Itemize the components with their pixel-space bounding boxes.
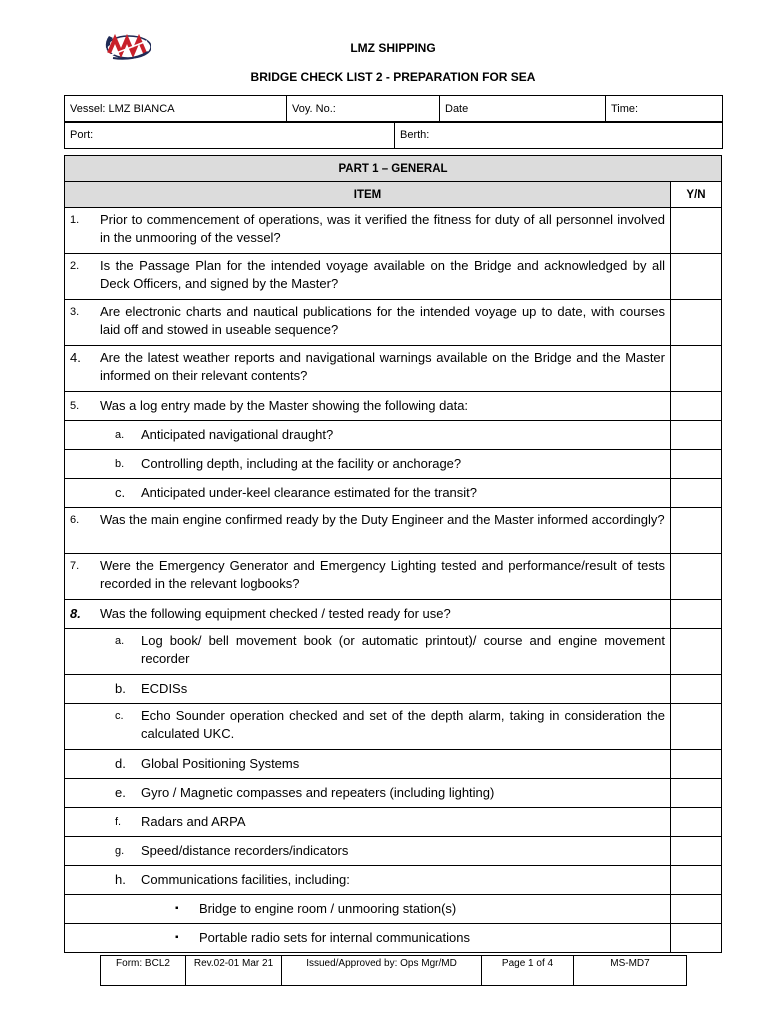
yn-answer-cell[interactable] — [671, 675, 722, 704]
item-text: Communications facilities, including: — [141, 872, 350, 887]
form-footer — [100, 955, 687, 986]
bullet-marker: ▪ — [175, 903, 179, 914]
item-number: 2. — [70, 260, 80, 272]
checklist-row — [65, 779, 722, 808]
yn-answer-cell[interactable] — [671, 779, 722, 808]
yn-answer-cell[interactable] — [671, 508, 722, 554]
checklist-row — [65, 508, 722, 554]
time-field[interactable]: Time: — [606, 96, 723, 123]
item-text: Are electronic charts and nautical publications for the intended voyage up to date, with courses laid off and stowed in useable sequence? — [100, 304, 665, 337]
checklist-question — [65, 629, 671, 675]
yn-answer-cell[interactable] — [671, 808, 722, 837]
item-number: a. — [115, 429, 125, 441]
item-number: e. — [115, 785, 126, 800]
checklist-question — [65, 254, 671, 300]
voyage-info-table — [64, 95, 723, 123]
item-column-header: ITEM — [65, 182, 671, 208]
yn-answer-cell[interactable] — [671, 554, 722, 600]
checklist-row — [65, 600, 722, 629]
item-number: 5. — [70, 400, 80, 412]
item-text: Was the main engine confirmed ready by the Duty Engineer and the Master informed accordingly? — [100, 512, 665, 527]
checklist-row — [65, 479, 722, 508]
checklist-question — [65, 600, 671, 629]
yn-answer-cell[interactable] — [671, 629, 722, 675]
item-text: Portable radio sets for internal communications — [199, 930, 470, 945]
company-name: LMZ SHIPPING — [350, 41, 436, 55]
checklist-row — [65, 554, 722, 600]
yn-answer-cell[interactable] — [671, 600, 722, 629]
footer-form: Form: BCL2 — [101, 956, 186, 986]
checklist-question — [65, 208, 671, 254]
item-number: a. — [115, 635, 125, 647]
checklist-question — [65, 837, 671, 866]
item-text: Anticipated navigational draught? — [141, 427, 334, 442]
footer-issued: Issued/Approved by: Ops Mgr/MD — [282, 956, 482, 986]
item-number: 6. — [70, 514, 80, 526]
checklist-row — [65, 254, 722, 300]
checklist-row — [65, 450, 722, 479]
item-text: Is the Passage Plan for the intended voyage available on the Bridge and acknowledged by all Deck Officers, and signed by the Master? — [100, 258, 665, 291]
yn-answer-cell[interactable] — [671, 254, 722, 300]
checklist-question — [65, 421, 671, 450]
item-text: ECDISs — [141, 681, 188, 696]
item-text: Speed/distance recorders/indicators — [141, 843, 349, 858]
checklist-row — [65, 300, 722, 346]
yn-answer-cell[interactable] — [671, 866, 722, 895]
checklist-row — [65, 837, 722, 866]
checklist-question — [65, 450, 671, 479]
checklist-question — [65, 895, 671, 924]
checklist-question — [65, 392, 671, 421]
vessel-field[interactable]: Vessel: LMZ BIANCA — [65, 96, 287, 123]
yn-answer-cell[interactable] — [671, 750, 722, 779]
footer-revision: Rev.02-01 Mar 21 — [186, 956, 282, 986]
checklist-row — [65, 895, 722, 924]
checklist-question — [65, 750, 671, 779]
item-number: b. — [115, 681, 126, 696]
checklist-question — [65, 675, 671, 704]
checklist-question — [65, 866, 671, 895]
item-number: c. — [115, 485, 126, 500]
item-text: Gyro / Magnetic compasses and repeaters (including lighting) — [141, 785, 495, 800]
yn-answer-cell[interactable] — [671, 300, 722, 346]
item-text: Global Positioning Systems — [141, 756, 300, 771]
item-number: 1. — [70, 214, 80, 226]
yn-answer-cell[interactable] — [671, 392, 722, 421]
item-text: Were the Emergency Generator and Emergency Lighting tested and performance/result of tests recorded in the relevant logbooks? — [100, 558, 665, 591]
item-number: f. — [115, 816, 122, 828]
yn-answer-cell[interactable] — [671, 704, 722, 750]
item-text: Log book/ bell movement book (or automatic printout)/ course and engine movement recorder — [141, 633, 665, 666]
yn-answer-cell[interactable] — [671, 346, 722, 392]
checklist-row — [65, 675, 722, 704]
item-number: 4. — [70, 350, 81, 365]
yn-column-header: Y/N — [671, 182, 722, 208]
item-text: Was a log entry made by the Master showing the following data: — [100, 398, 469, 413]
checklist-row — [65, 346, 722, 392]
yn-answer-cell[interactable] — [671, 208, 722, 254]
port-field[interactable]: Port: — [65, 122, 395, 149]
item-text: Controlling depth, including at the facility or anchorage? — [141, 456, 462, 471]
item-number: b. — [115, 458, 125, 470]
item-text: Bridge to engine room / unmooring station(s) — [199, 901, 457, 916]
checklist-question — [65, 779, 671, 808]
footer-page: Page 1 of 4 — [482, 956, 574, 986]
checklist-question — [65, 924, 671, 953]
checklist-row — [65, 421, 722, 450]
item-text: Radars and ARPA — [141, 814, 246, 829]
checklist-table — [64, 155, 722, 953]
yn-answer-cell[interactable] — [671, 837, 722, 866]
port-info-table — [64, 121, 723, 149]
checklist-row — [65, 924, 722, 953]
checklist-question — [65, 554, 671, 600]
yn-answer-cell[interactable] — [671, 421, 722, 450]
part-title: PART 1 – GENERAL — [65, 156, 722, 182]
yn-answer-cell[interactable] — [671, 924, 722, 953]
checklist-row — [65, 208, 722, 254]
item-number: g. — [115, 845, 125, 857]
checklist-row — [65, 704, 722, 750]
yn-answer-cell[interactable] — [671, 479, 722, 508]
document-title: BRIDGE CHECK LIST 2 - PREPARATION FOR SEA — [250, 70, 536, 84]
item-number: h. — [115, 872, 126, 887]
item-number: 7. — [70, 560, 80, 572]
voyage-number-field[interactable]: Voy. No.: — [287, 96, 440, 123]
checklist-row — [65, 629, 722, 675]
checklist-question — [65, 346, 671, 392]
footer-code: MS-MD7 — [574, 956, 687, 986]
item-number: c. — [115, 710, 124, 722]
checklist-row — [65, 750, 722, 779]
item-number: 8. — [70, 606, 81, 621]
item-text: Are the latest weather reports and navigational warnings available on the Bridge and the Master informed on their relevant contents? — [100, 350, 665, 383]
item-number: 3. — [70, 306, 80, 318]
item-text: Prior to commencement of operations, was it verified the fitness for duty of all personnel involved in the unmooring of the vessel? — [100, 212, 665, 245]
item-number: d. — [115, 756, 126, 771]
checklist-question — [65, 479, 671, 508]
checklist-row — [65, 866, 722, 895]
yn-answer-cell[interactable] — [671, 450, 722, 479]
checklist-question — [65, 300, 671, 346]
yn-answer-cell[interactable] — [671, 895, 722, 924]
checklist-question — [65, 704, 671, 750]
checklist-row — [65, 392, 722, 421]
item-text: Echo Sounder operation checked and set of the depth alarm, taking in consideration the calculated UKC. — [141, 708, 665, 741]
checklist-question — [65, 808, 671, 837]
checklist-question — [65, 508, 671, 554]
item-text: Was the following equipment checked / tested ready for use? — [100, 606, 451, 621]
bullet-marker: ▪ — [175, 932, 179, 943]
date-field[interactable]: Date — [440, 96, 606, 123]
checklist-row — [65, 808, 722, 837]
item-text: Anticipated under-keel clearance estimated for the transit? — [141, 485, 478, 500]
berth-field[interactable]: Berth: — [395, 122, 723, 149]
